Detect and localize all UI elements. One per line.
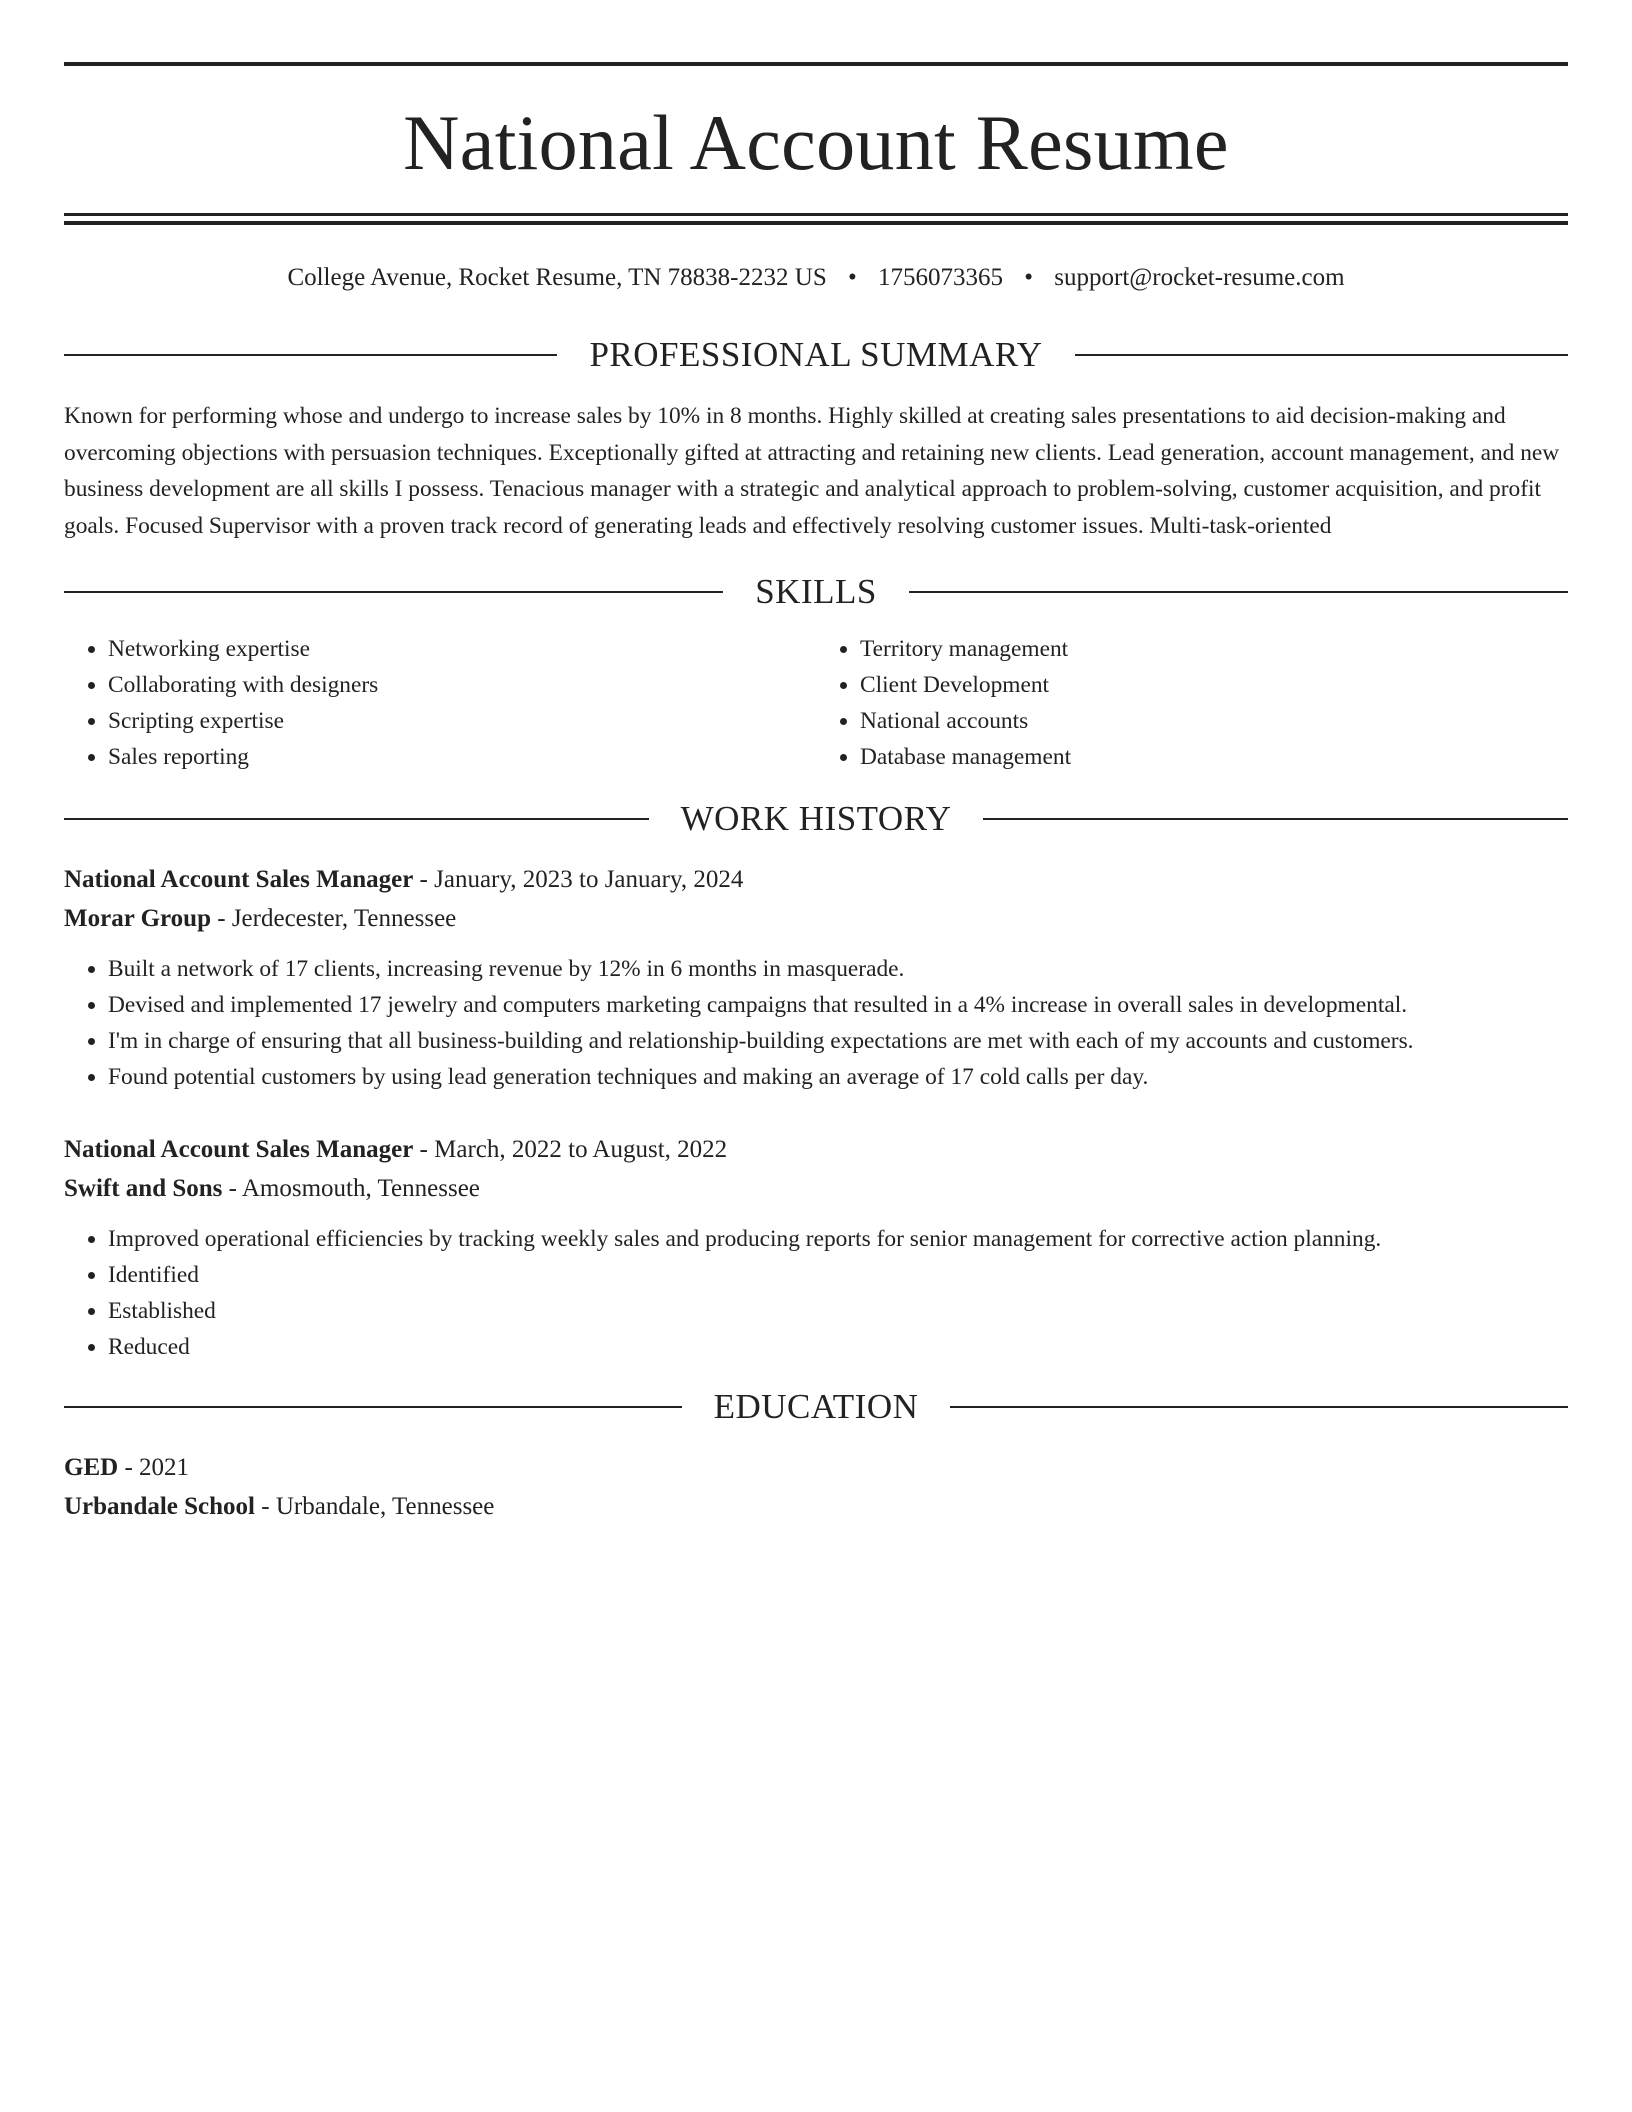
skill-item: • Database management [860,739,1568,775]
job-bullet: • Identified [108,1257,1568,1293]
job-bullet: • Found potential customers by using lead generation techniques and making an average of 17 cold calls per day. [108,1059,1568,1095]
summary-heading-label: PROFESSIONAL SUMMARY [589,335,1043,374]
skills-heading [64,574,1568,609]
job-company: Morar Group [64,905,211,932]
contact-separator: • [847,264,857,291]
job-company-line [64,899,1568,938]
work-heading-label: WORK HISTORY [680,799,952,838]
job-bullets [64,951,1568,1095]
summary-text: Known for performing whose and undergo to increase sales by 10% in 8 months. Highly skilled at creating sales presentations to aid decision-making and overcoming objections with persuasion techniques. Exceptionally gifted at attracting and retaining new clients. Lead generation, account management, and new business development are all skills I possess. Tenacious manager with a strategic and analytical approach to problem-solving, customer acquisition, and profit goals. Focused Supervisor with a proven track record of generating leads and effectively resolving customer issues. Multi-task-oriented [64,403,1560,539]
skill-item: • Client Development [860,667,1568,703]
heading-rule-left [64,1406,682,1408]
skills-column-left [64,631,816,775]
summary-heading [64,337,1568,372]
skill-item: • Territory management [860,631,1568,667]
job-entry [64,860,1568,1095]
job-bullet: • Improved operational efficiencies by tracking weekly sales and producing reports for senior management for corrective action planning. [108,1221,1568,1257]
education-location: - Urbandale, Tennessee [255,1493,495,1520]
job-title: National Account Sales Manager [64,1136,414,1163]
work-heading [64,801,1568,836]
heading-rule-left [64,354,557,356]
heading-rule-right [909,591,1568,593]
job-bullet: • Devised and implemented 17 jewelry and computers marketing campaigns that resulted in a 4% increase in overall sales in developmental. [108,987,1568,1023]
job-location: - Amosmouth, Tennessee [222,1175,480,1202]
education-heading [64,1389,1568,1424]
skills-heading-label: SKILLS [755,572,877,611]
contact-email: support@rocket-resume.com [1054,264,1345,291]
skill-item: • Scripting expertise [108,703,816,739]
skill-item: • Networking expertise [108,631,816,667]
resume-title: National Account Resume [403,99,1229,186]
job-dates: - March, 2022 to August, 2022 [413,1136,728,1163]
job-title: National Account Sales Manager [64,866,414,893]
job-company-line [64,1169,1568,1208]
job-entry [64,1130,1568,1365]
job-bullet: • Built a network of 17 clients, increasing revenue by 12% in 6 months in masquerade. [108,951,1568,987]
title-double-rule [64,213,1568,225]
skill-item: • Sales reporting [108,739,816,775]
job-company: Swift and Sons [64,1175,223,1202]
heading-rule-right [983,818,1568,820]
education-school: Urbandale School [64,1493,256,1520]
job-location: - Jerdecester, Tennessee [211,905,457,932]
heading-rule-left [64,591,723,593]
job-bullet: • Reduced [108,1329,1568,1365]
contact-separator: • [1024,264,1034,291]
education-school-line [64,1487,1568,1526]
skill-item: • Collaborating with designers [108,667,816,703]
contact-address: College Avenue, Rocket Resume, TN 78838-2232 US [287,264,827,291]
heading-rule-right [950,1406,1568,1408]
job-bullet: • I'm in charge of ensuring that all business-building and relationship-building expectations are met with each of my accounts and customers. [108,1023,1568,1059]
heading-rule-right [1075,354,1568,356]
job-title-line [64,1130,1568,1169]
heading-rule-left [64,818,649,820]
skills-list [64,631,1568,775]
job-dates: - January, 2023 to January, 2024 [413,866,744,893]
contact-line [64,265,1568,290]
education-heading-label: EDUCATION [713,1387,919,1426]
education-year: - 2021 [118,1454,190,1481]
contact-phone: 1756073365 [878,264,1003,291]
top-rule [64,62,1568,66]
education-degree: GED [64,1454,119,1481]
job-bullet: • Established [108,1293,1568,1329]
education-entry [64,1448,1568,1526]
job-bullets [64,1221,1568,1365]
education-degree-line [64,1448,1568,1487]
skill-item: • National accounts [860,703,1568,739]
job-title-line [64,860,1568,899]
skills-column-right [816,631,1568,775]
